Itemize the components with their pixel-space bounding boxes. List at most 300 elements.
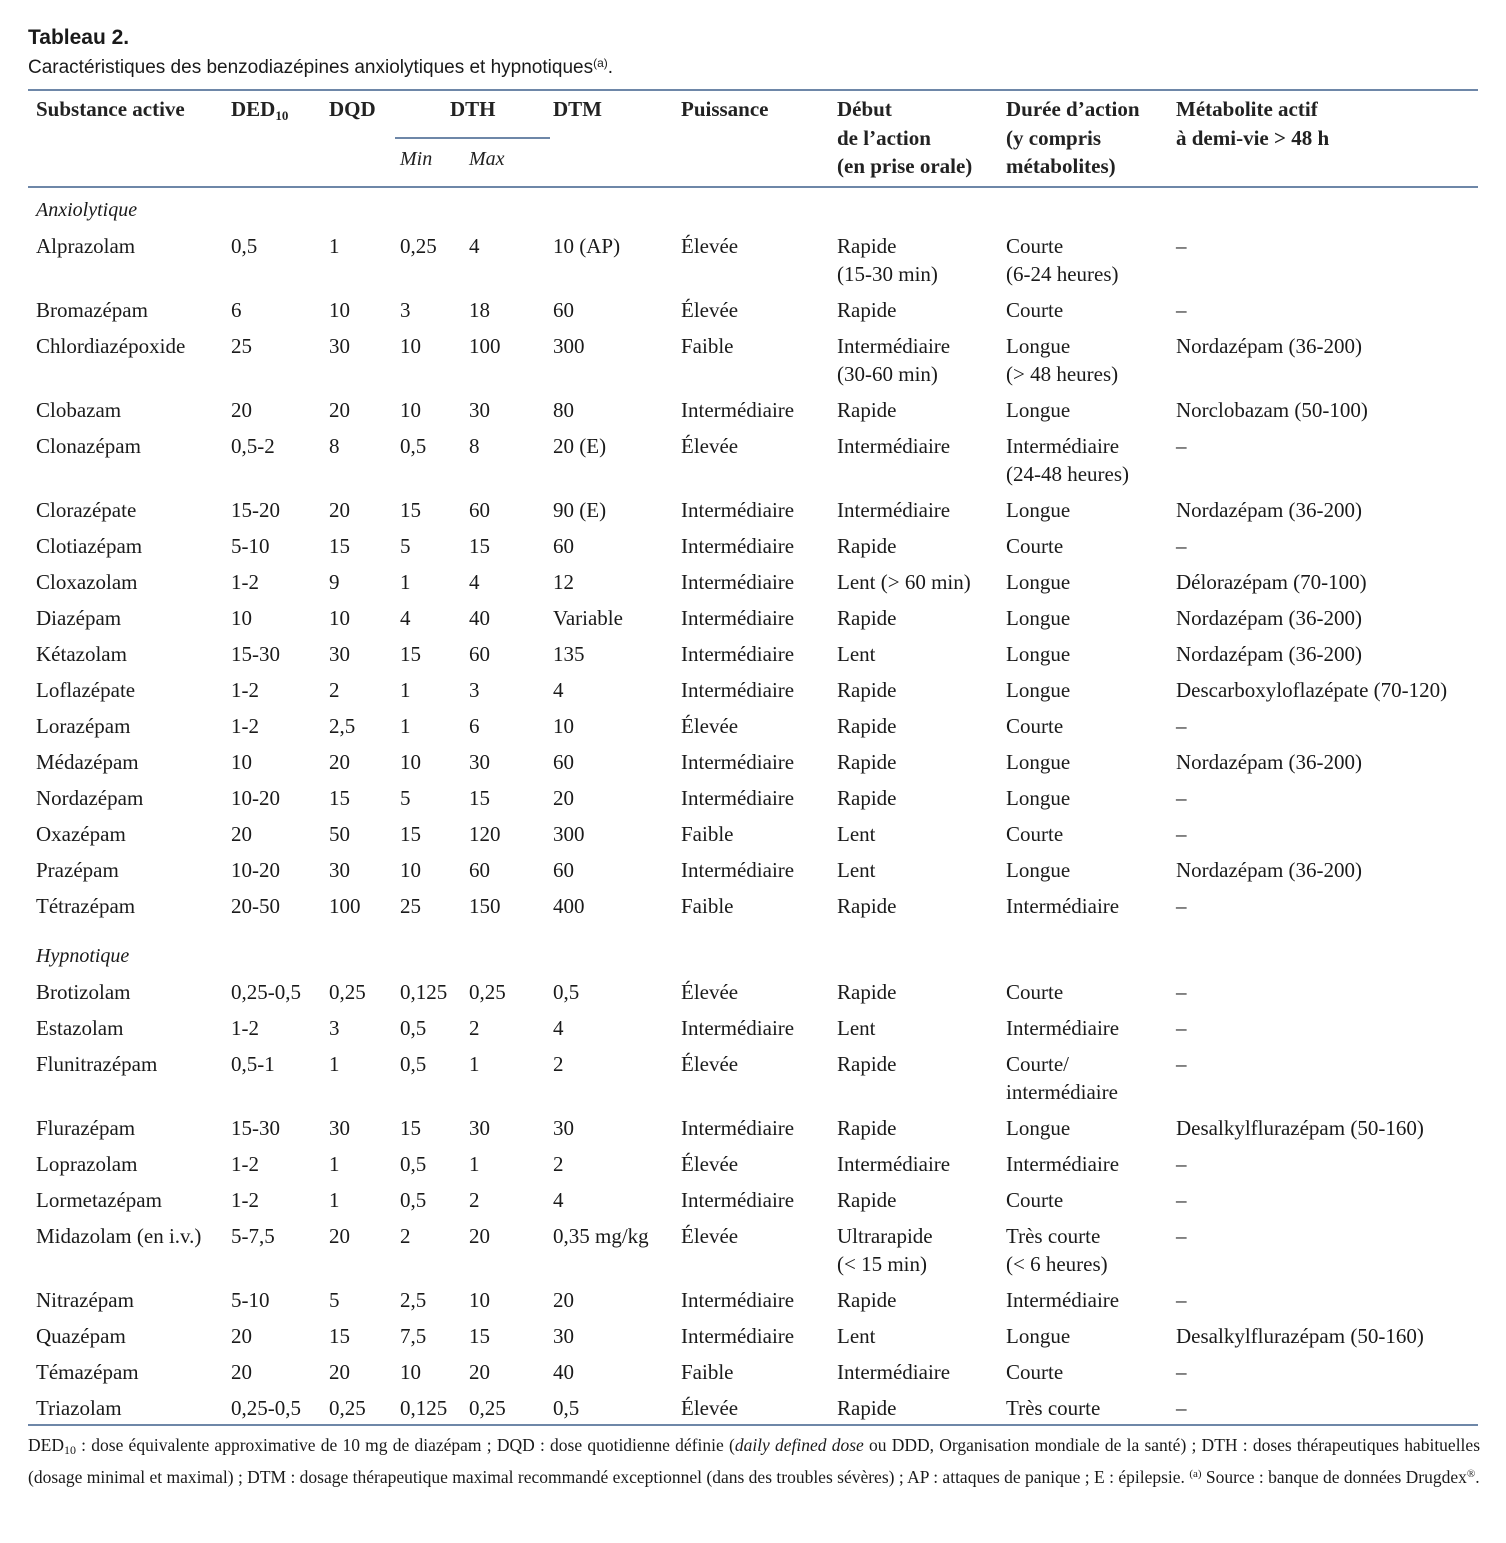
cell-puissance: Élevée [681, 298, 739, 322]
cell-dth-max: 150 [469, 894, 501, 918]
cell-ded: 0,25-0,5 [231, 980, 301, 1004]
cell-dtm: 60 [553, 858, 574, 882]
cell-ded: 1-2 [231, 678, 259, 702]
header-duree-line: Durée d’action [1006, 97, 1140, 121]
cell-dth-min: 0,5 [400, 1052, 427, 1076]
cell-dtm: 0,35 mg/kg [553, 1224, 649, 1248]
cell-substance: Témazépam [36, 1360, 139, 1384]
footnote-note-mark: (a) [1189, 1468, 1202, 1480]
cell-substance: Clotiazépam [36, 534, 143, 558]
cell-debut: Lent [837, 822, 876, 846]
cell-metabolite: Nordazépam (36-200) [1176, 498, 1363, 522]
header-duree [1006, 95, 1140, 181]
cell-dth-max: 15 [469, 786, 490, 810]
cell-dth-max: 100 [469, 334, 501, 358]
cell-dqd: 0,25 [329, 980, 366, 1004]
cell-substance: Quazépam [36, 1324, 126, 1348]
cell-ded: 20 [231, 398, 252, 422]
cell-dtm: 90 (E) [553, 498, 607, 522]
cell-puissance: Élevée [681, 1052, 739, 1076]
header-debut-line: de l’action [837, 125, 931, 150]
cell-metabolite: Nordazépam (36-200) [1176, 750, 1363, 774]
cell-dth-min: 2,5 [400, 1288, 427, 1312]
cell-substance: Bromazépam [36, 298, 148, 322]
cell-duree: Intermédiaire [1006, 1288, 1120, 1312]
cell-ded: 10 [231, 606, 252, 630]
cell-debut: Rapide [837, 1116, 897, 1140]
cell-dth-min: 3 [400, 298, 411, 322]
cell-metabolite: – [1176, 786, 1187, 810]
cell-dth-max: 20 [469, 1224, 490, 1248]
cell-dtm: 0,5 [553, 1396, 580, 1420]
cell-debut: Lent [837, 642, 876, 666]
cell-dth-max: 4 [469, 234, 480, 258]
cell-duree: Courte/ intermédiaire [1006, 1052, 1118, 1104]
cell-debut: Rapide [837, 1052, 897, 1076]
cell-debut: Rapide [837, 606, 897, 630]
cell-substance: Flunitrazépam [36, 1052, 158, 1076]
cell-dtm: 20 (E) [553, 434, 607, 458]
cell-dth-max: 4 [469, 570, 480, 594]
cell-substance: Flurazépam [36, 1116, 136, 1140]
cell-dth-max: 15 [469, 1324, 490, 1348]
cell-metabolite: Norclobazam (50-100) [1176, 398, 1368, 422]
cell-dth-min: 0,25 [400, 234, 437, 258]
cell-debut: Rapide [837, 1188, 897, 1212]
cell-dqd: 15 [329, 1324, 350, 1348]
cell-metabolite: – [1176, 1360, 1187, 1384]
cell-puissance: Intermédiaire [681, 750, 795, 774]
cell-metabolite: – [1176, 1152, 1187, 1176]
cell-substance: Brotizolam [36, 980, 131, 1004]
cell-ded: 10-20 [231, 786, 280, 810]
cell-ded: 0,5-1 [231, 1052, 275, 1076]
cell-dtm: 300 [553, 822, 585, 846]
cell-dqd: 20 [329, 750, 350, 774]
cell-ded: 1-2 [231, 714, 259, 738]
cell-dtm: 4 [553, 1188, 564, 1212]
cell-debut: Intermédiaire [837, 1360, 951, 1384]
cell-puissance: Intermédiaire [681, 678, 795, 702]
cell-puissance: Élevée [681, 1152, 739, 1176]
cell-substance: Midazolam (en i.v.) [36, 1224, 202, 1248]
dth-header-rule [395, 137, 550, 139]
table-title-text: Caractéristiques des benzodiazépines anxiolytiques et hypnotiques [28, 57, 594, 78]
cell-dqd: 5 [329, 1288, 340, 1312]
cell-substance: Clobazam [36, 398, 122, 422]
cell-dth-min: 10 [400, 398, 421, 422]
cell-metabolite: – [1176, 234, 1187, 258]
cell-ded: 6 [231, 298, 242, 322]
cell-dqd: 10 [329, 298, 350, 322]
cell-dth-min: 10 [400, 858, 421, 882]
cell-puissance: Faible [681, 822, 734, 846]
cell-dth-min: 2 [400, 1224, 411, 1248]
cell-dtm: 80 [553, 398, 574, 422]
cell-substance: Triazolam [36, 1396, 122, 1420]
cell-dth-min: 15 [400, 822, 421, 846]
cell-metabolite: – [1176, 1224, 1187, 1248]
cell-metabolite: – [1176, 1016, 1187, 1040]
cell-ded: 5-10 [231, 534, 270, 558]
cell-ded: 0,25-0,5 [231, 1396, 301, 1420]
cell-substance: Nordazépam [36, 786, 144, 810]
cell-dth-min: 4 [400, 606, 411, 630]
cell-substance: Estazolam [36, 1016, 124, 1040]
cell-dth-min: 15 [400, 498, 421, 522]
header-puissance: Puissance [681, 97, 769, 121]
cell-dtm: 10 [553, 714, 574, 738]
cell-dth-max: 15 [469, 534, 490, 558]
cell-metabolite: Nordazépam (36-200) [1176, 642, 1363, 666]
cell-dqd: 0,25 [329, 1396, 366, 1420]
table-title [28, 56, 613, 79]
cell-dtm: 30 [553, 1116, 574, 1140]
cell-debut: Intermédiaire (30-60 min) [837, 334, 951, 386]
cell-metabolite: – [1176, 980, 1187, 1004]
cell-debut: Rapide [837, 298, 897, 322]
cell-dqd: 8 [329, 434, 340, 458]
cell-dtm: 60 [553, 750, 574, 774]
cell-ded: 0,5-2 [231, 434, 275, 458]
cell-debut: Intermédiaire [837, 498, 951, 522]
cell-dqd: 1 [329, 1188, 340, 1212]
cell-ded: 15-20 [231, 498, 280, 522]
cell-dqd: 10 [329, 606, 350, 630]
cell-duree: Intermédiaire [1006, 894, 1120, 918]
cell-puissance: Intermédiaire [681, 1116, 795, 1140]
benzodiazepine-table [28, 89, 1478, 1426]
cell-puissance: Intermédiaire [681, 570, 795, 594]
cell-dqd: 15 [329, 786, 350, 810]
cell-substance: Médazépam [36, 750, 139, 774]
cell-substance: Clonazépam [36, 434, 141, 458]
header-dqd: DQD [329, 97, 376, 121]
cell-dth-max: 8 [469, 434, 480, 458]
cell-dth-max: 120 [469, 822, 501, 846]
cell-ded: 10 [231, 750, 252, 774]
cell-dth-min: 1 [400, 678, 411, 702]
cell-dth-max: 40 [469, 606, 490, 630]
cell-debut: Rapide (15-30 min) [837, 234, 938, 286]
cell-dqd: 1 [329, 234, 340, 258]
footnote-text: Source : banque de données Drugdex [1201, 1467, 1467, 1487]
cell-puissance: Intermédiaire [681, 1324, 795, 1348]
cell-ded: 20 [231, 1360, 252, 1384]
cell-metabolite: – [1176, 714, 1187, 738]
cell-dtm: 60 [553, 298, 574, 322]
cell-metabolite: – [1176, 434, 1187, 458]
cell-ded: 1-2 [231, 1016, 259, 1040]
cell-duree: Très courte [1006, 1396, 1101, 1420]
cell-metabolite: Délorazépam (70-100) [1176, 570, 1367, 594]
cell-ded: 20 [231, 1324, 252, 1348]
cell-dqd: 30 [329, 642, 350, 666]
cell-dth-min: 10 [400, 1360, 421, 1384]
cell-dth-min: 1 [400, 714, 411, 738]
cell-dtm: 20 [553, 786, 574, 810]
cell-duree: Courte [1006, 822, 1064, 846]
cell-ded: 5-7,5 [231, 1224, 275, 1248]
cell-ded: 10-20 [231, 858, 280, 882]
cell-dth-min: 7,5 [400, 1324, 427, 1348]
cell-duree: Courte [1006, 1188, 1064, 1212]
cell-puissance: Intermédiaire [681, 786, 795, 810]
cell-puissance: Intermédiaire [681, 606, 795, 630]
header-debut [837, 95, 972, 181]
cell-dth-max: 1 [469, 1152, 480, 1176]
cell-substance: Alprazolam [36, 234, 136, 258]
cell-dth-min: 15 [400, 642, 421, 666]
cell-duree: Courte [1006, 714, 1064, 738]
cell-dqd: 100 [329, 894, 361, 918]
cell-dqd: 20 [329, 1224, 350, 1248]
cell-substance: Lormetazépam [36, 1188, 162, 1212]
footnote-subscript: 10 [63, 1443, 76, 1457]
cell-substance: Loflazépate [36, 678, 136, 702]
cell-dqd: 20 [329, 498, 350, 522]
cell-ded: 5-10 [231, 1288, 270, 1312]
cell-dqd: 30 [329, 1116, 350, 1140]
cell-metabolite: – [1176, 894, 1187, 918]
cell-dtm: 2 [553, 1052, 564, 1076]
cell-ded: 20 [231, 822, 252, 846]
cell-substance: Kétazolam [36, 642, 127, 666]
cell-metabolite: – [1176, 822, 1187, 846]
cell-dth-min: 0,5 [400, 434, 427, 458]
cell-debut: Rapide [837, 980, 897, 1004]
cell-puissance: Faible [681, 1360, 734, 1384]
cell-debut: Lent [837, 1324, 876, 1348]
cell-duree: Très courte (< 6 heures) [1006, 1224, 1108, 1276]
header-dtm: DTM [553, 97, 602, 121]
cell-dtm: 400 [553, 894, 585, 918]
header-duree-line: métabolites) [1006, 154, 1116, 178]
cell-puissance: Élevée [681, 1224, 739, 1248]
cell-puissance: Intermédiaire [681, 1288, 795, 1312]
header-duree-line: (y compris [1006, 125, 1102, 150]
cell-dqd: 15 [329, 534, 350, 558]
cell-dtm: 60 [553, 534, 574, 558]
cell-dth-min: 0,5 [400, 1152, 427, 1176]
header-metabolite [1176, 95, 1329, 152]
cell-dtm: 2 [553, 1152, 564, 1176]
cell-duree: Longue [1006, 858, 1071, 882]
cell-dtm: 135 [553, 642, 585, 666]
header-metabolite-line: Métabolite actif [1176, 97, 1318, 121]
cell-dth-min: 0,125 [400, 1396, 448, 1420]
cell-debut: Rapide [837, 678, 897, 702]
cell-dtm: 40 [553, 1360, 574, 1384]
cell-metabolite: – [1176, 1288, 1187, 1312]
cell-dth-max: 60 [469, 858, 490, 882]
table-footnote [28, 1433, 1480, 1489]
cell-dqd: 1 [329, 1052, 340, 1076]
cell-dth-max: 2 [469, 1188, 480, 1212]
group-heading: Anxiolytique [36, 199, 138, 221]
header-substance: Substance active [36, 97, 185, 121]
cell-duree: Longue (> 48 heures) [1006, 334, 1119, 386]
cell-dqd: 3 [329, 1016, 340, 1040]
cell-metabolite: – [1176, 298, 1187, 322]
cell-duree: Longue [1006, 786, 1071, 810]
cell-metabolite: – [1176, 534, 1187, 558]
cell-dth-min: 10 [400, 750, 421, 774]
table-top-rule [28, 89, 1478, 91]
cell-substance: Loprazolam [36, 1152, 138, 1176]
cell-puissance: Faible [681, 894, 734, 918]
footnote-text: ou DDD, Organisation mondiale de la santé) ; DTH : doses thérapeutiques habituelles (dosage minimal et maximal) ; DTM : dosage thérapeutique maximal recommandé exceptionnel (dans des troubles sévères) ; AP : attaques de panique ; E : épilepsie. [28, 1435, 1480, 1487]
cell-metabolite: – [1176, 1396, 1187, 1420]
cell-dth-min: 10 [400, 334, 421, 358]
cell-puissance: Intermédiaire [681, 1188, 795, 1212]
header-ded [231, 95, 288, 131]
cell-substance: Nitrazépam [36, 1288, 134, 1312]
cell-dth-max: 60 [469, 642, 490, 666]
cell-debut: Rapide [837, 786, 897, 810]
cell-puissance: Élevée [681, 234, 739, 258]
cell-duree: Longue [1006, 570, 1071, 594]
cell-duree: Longue [1006, 1116, 1071, 1140]
cell-metabolite: Nordazépam (36-200) [1176, 858, 1363, 882]
cell-dqd: 30 [329, 858, 350, 882]
table-header-rule [28, 186, 1478, 188]
cell-duree: Longue [1006, 1324, 1071, 1348]
footnote-text: : dose équivalente approximative de 10 mg de diazépam ; DQD : dose quotidienne définie ( [75, 1435, 735, 1455]
cell-duree: Courte [1006, 534, 1064, 558]
cell-dth-min: 0,5 [400, 1016, 427, 1040]
cell-dtm: 30 [553, 1324, 574, 1348]
cell-dth-max: 1 [469, 1052, 480, 1076]
cell-debut: Rapide [837, 750, 897, 774]
cell-substance: Clorazépate [36, 498, 137, 522]
cell-puissance: Élevée [681, 434, 739, 458]
table-title-note-mark: (a) [593, 56, 608, 70]
group-heading: Hypnotique [36, 945, 130, 967]
cell-duree: Courte [1006, 298, 1064, 322]
cell-dth-min: 0,5 [400, 1188, 427, 1212]
cell-debut: Lent [837, 1016, 876, 1040]
cell-metabolite: Nordazépam (36-200) [1176, 334, 1363, 358]
cell-dth-max: 0,25 [469, 980, 506, 1004]
table-title-period: . [607, 57, 614, 78]
cell-puissance: Élevée [681, 714, 739, 738]
cell-dth-max: 6 [469, 714, 480, 738]
cell-dqd: 20 [329, 398, 350, 422]
cell-dtm: 4 [553, 678, 564, 702]
header-ded-subscript: 10 [275, 108, 289, 123]
cell-puissance: Élevée [681, 980, 739, 1004]
cell-debut: Rapide [837, 894, 897, 918]
cell-duree: Courte (6-24 heures) [1006, 234, 1119, 286]
table-label: Tableau 2. [28, 26, 130, 49]
cell-ded: 1-2 [231, 1188, 259, 1212]
cell-dth-max: 30 [469, 750, 490, 774]
cell-dth-max: 30 [469, 398, 490, 422]
cell-dth-max: 60 [469, 498, 490, 522]
cell-dqd: 20 [329, 1360, 350, 1384]
cell-substance: Chlordiazépoxide [36, 334, 186, 358]
cell-dth-min: 15 [400, 1116, 421, 1140]
cell-duree: Intermédiaire (24-48 heures) [1006, 434, 1130, 486]
cell-ded: 25 [231, 334, 252, 358]
cell-duree: Intermédiaire [1006, 1016, 1120, 1040]
cell-duree: Longue [1006, 642, 1071, 666]
cell-dqd: 2 [329, 678, 340, 702]
cell-metabolite: Descarboxyloflazépate (70-120) [1176, 678, 1448, 702]
table-bottom-rule [28, 1424, 1478, 1426]
cell-dtm: 0,5 [553, 980, 580, 1004]
cell-dtm: 12 [553, 570, 574, 594]
footnote-registered-mark: ® [1466, 1468, 1476, 1480]
cell-ded: 1-2 [231, 570, 259, 594]
cell-dth-max: 2 [469, 1016, 480, 1040]
header-dth-min: Min [400, 148, 433, 170]
header-debut-line: (en prise orale) [837, 154, 973, 178]
header-ded-text: DED [231, 97, 276, 121]
header-debut-line: Début [837, 97, 892, 121]
cell-ded: 20-50 [231, 894, 280, 918]
cell-substance: Prazépam [36, 858, 119, 882]
cell-dth-min: 0,125 [400, 980, 448, 1004]
cell-dth-max: 30 [469, 1116, 490, 1140]
header-metabolite-line: à demi-vie > 48 h [1176, 125, 1330, 150]
cell-metabolite: Nordazépam (36-200) [1176, 606, 1363, 630]
cell-metabolite: – [1176, 1052, 1187, 1076]
cell-ded: 15-30 [231, 642, 280, 666]
cell-dqd: 2,5 [329, 714, 356, 738]
cell-puissance: Intermédiaire [681, 1016, 795, 1040]
cell-duree: Courte [1006, 980, 1064, 1004]
cell-debut: Rapide [837, 534, 897, 558]
footnote-text: DED [28, 1435, 64, 1455]
cell-duree: Longue [1006, 398, 1071, 422]
cell-metabolite: – [1176, 1188, 1187, 1212]
header-dth-max: Max [469, 148, 505, 170]
cell-puissance: Intermédiaire [681, 398, 795, 422]
cell-dth-min: 5 [400, 786, 411, 810]
cell-metabolite: Desalkylflurazépam (50-160) [1176, 1116, 1424, 1140]
cell-substance: Diazépam [36, 606, 122, 630]
cell-puissance: Intermédiaire [681, 498, 795, 522]
cell-puissance: Faible [681, 334, 734, 358]
cell-puissance: Intermédiaire [681, 534, 795, 558]
cell-dqd: 50 [329, 822, 350, 846]
cell-ded: 1-2 [231, 1152, 259, 1176]
cell-substance: Lorazépam [36, 714, 131, 738]
cell-duree: Longue [1006, 750, 1071, 774]
cell-duree: Courte [1006, 1360, 1064, 1384]
cell-duree: Longue [1006, 498, 1071, 522]
cell-dth-min: 1 [400, 570, 411, 594]
cell-duree: Longue [1006, 606, 1071, 630]
cell-dtm: 10 (AP) [553, 234, 621, 258]
cell-debut: Lent (> 60 min) [837, 570, 971, 594]
cell-dtm: Variable [553, 606, 623, 630]
cell-dth-min: 5 [400, 534, 411, 558]
cell-dth-max: 3 [469, 678, 480, 702]
cell-substance: Tétrazépam [36, 894, 136, 918]
footnote-italic: daily defined dose [734, 1435, 864, 1455]
cell-puissance: Élevée [681, 1396, 739, 1420]
cell-puissance: Intermédiaire [681, 642, 795, 666]
cell-dqd: 1 [329, 1152, 340, 1176]
header-dth: DTH [450, 97, 496, 121]
cell-dth-max: 20 [469, 1360, 490, 1384]
cell-duree: Longue [1006, 678, 1071, 702]
cell-debut: Rapide [837, 398, 897, 422]
cell-dqd: 9 [329, 570, 340, 594]
